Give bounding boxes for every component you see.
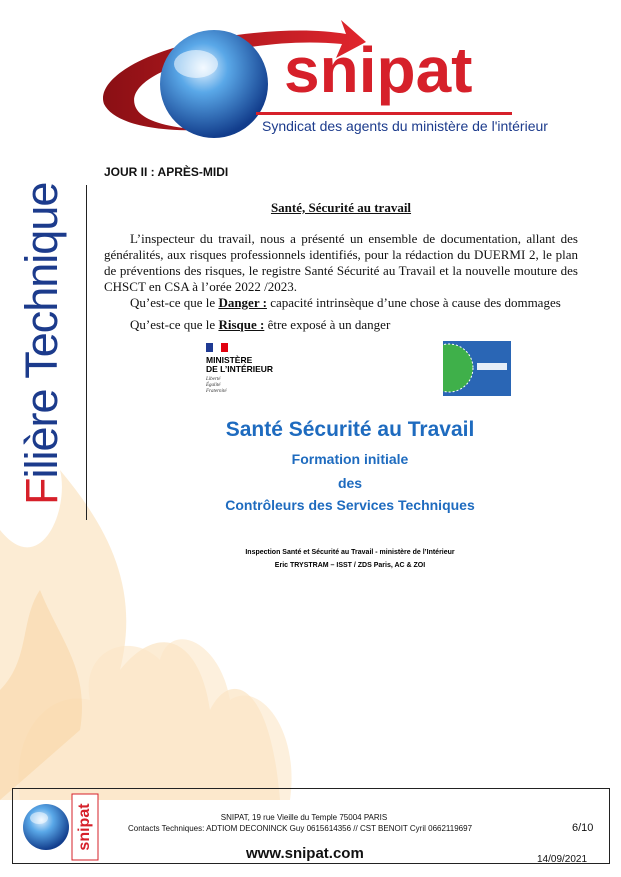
title-rest: ilière Technique: [16, 182, 67, 479]
sidebar-divider: [86, 185, 87, 520]
snipat-logo: [96, 12, 548, 147]
sidebar-vertical-title: [16, 165, 68, 505]
website-link[interactable]: www.snipat.com: [246, 845, 364, 862]
isst-badge-icon: [443, 341, 511, 396]
risque-prefix: Qu’est-ce que le: [130, 317, 219, 332]
slide-subtitle-2: des: [337, 475, 363, 491]
section-title: Santé, Sécurité au travail: [270, 200, 412, 215]
ministry-logo: [206, 343, 326, 403]
brand-wordmark: snipat: [284, 34, 473, 106]
intro-paragraph: L’inspecteur du travail, nous a présenté un ensemble de documentation, allant des généralités, aux risques professionnels identifiés, pour la rédaction du DUERMI 2, le plan de préventions des risques, le registre Santé Sécurité au Travail et la nouvelle mouture des CHSCT en CSA à l’orée 2022 /2023.: [104, 231, 578, 294]
slide-credit-2: Eric TRYSTRAM – ISST / ZDS Paris, AC & ZOI: [274, 562, 426, 569]
flame-background: [0, 470, 621, 800]
danger-term: Danger :: [218, 295, 267, 310]
title-initial: F: [16, 478, 67, 505]
definition-risque: [130, 317, 390, 333]
slide-title: Santé Sécurité au Travail: [225, 418, 475, 441]
brand-underline: [256, 112, 512, 115]
slide-credit-1: Inspection Santé et Sécurité au Travail - ministère de l’Intérieur: [245, 549, 455, 556]
footer-logo-word: snipat: [76, 803, 94, 851]
footer-contacts: Contacts Techniques: ADTIOM DECONINCK Guy 0615614356 // CST BENOIT Cyril 0662119697: [128, 824, 473, 833]
slide-subtitle-3: Contrôleurs des Services Techniques: [225, 497, 475, 513]
ministry-name: MINISTÈRE DE L’INTÉRIEUR: [206, 355, 274, 374]
footer-snipat-logo: [14, 790, 102, 864]
danger-prefix: Qu’est-ce que le: [130, 295, 219, 310]
brand-subtitle: Syndicat des agents du ministère de l'intérieur: [262, 118, 548, 134]
slide-subtitle-1: Formation initiale: [291, 451, 409, 467]
definition-danger: [130, 295, 561, 311]
french-flag-icon: [206, 343, 228, 352]
footer-address: SNIPAT, 19 rue Vieille du Temple 75004 PARIS: [220, 813, 388, 822]
danger-definition: capacité intrinsèque d’une chose à cause des dommages: [266, 295, 561, 310]
page-number: 6/10: [572, 822, 594, 834]
risque-definition: être exposé à un danger: [264, 317, 391, 332]
day-heading: JOUR II : APRÈS-MIDI: [104, 165, 229, 179]
footer-date: 14/09/2021: [537, 854, 588, 865]
ministry-motto: Liberté Égalité Fraternité: [206, 377, 227, 394]
risque-term: Risque :: [218, 317, 265, 332]
